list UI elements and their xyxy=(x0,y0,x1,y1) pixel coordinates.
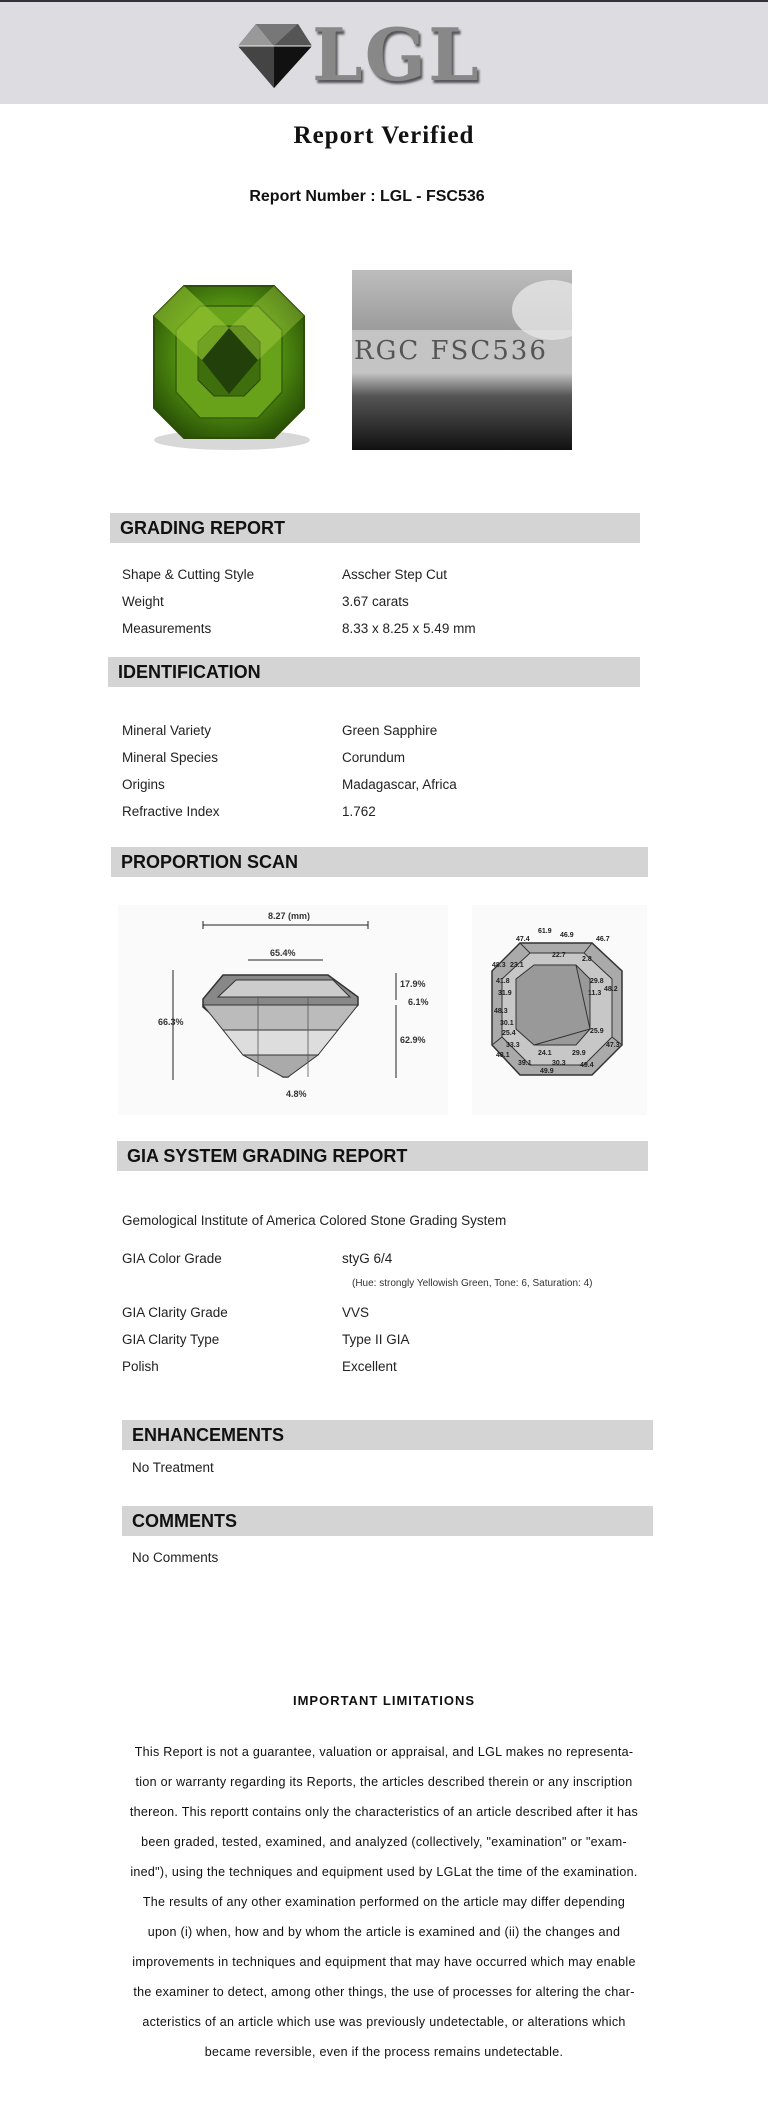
facet-label: 30.1 xyxy=(500,1020,514,1027)
facet-label: 49.4 xyxy=(580,1062,594,1069)
limitations-line: upon (i) when, how and by whom the article is examined and (ii) the changes and xyxy=(147,1925,621,1939)
logo-text: LGL xyxy=(312,12,481,97)
culet-label: 4.8% xyxy=(286,1089,307,1099)
facet-label: 29.9 xyxy=(572,1050,586,1057)
facet-label: 48.3 xyxy=(494,1008,508,1015)
identification-row-value: Madagascar, Africa xyxy=(342,777,457,792)
limitations-line: the examiner to detect, among other things, the use of processes for altering the char- xyxy=(133,1985,635,1999)
identification-row-value: Green Sapphire xyxy=(342,723,438,738)
diamond-icon xyxy=(234,16,314,94)
gia-row-label: Polish xyxy=(122,1359,159,1374)
facet-label: 33.3 xyxy=(506,1042,520,1049)
proportion-scan-header: PROPORTION SCAN xyxy=(111,847,648,877)
proportion-top-diagram xyxy=(472,905,647,1115)
gia-system-subtitle: Gemological Institute of America Colored Stone Grading System xyxy=(122,1213,507,1228)
facet-label: 25.9 xyxy=(590,1028,604,1035)
facet-label: 41.8 xyxy=(496,978,510,985)
facet-label: 29.8 xyxy=(590,978,604,985)
identification-row-label: Mineral Species xyxy=(122,750,219,765)
gia-row-label: GIA Clarity Grade xyxy=(122,1305,228,1320)
lgl-logo[interactable] xyxy=(234,12,494,97)
limitations-line: tion or warranty regarding its Reports, the articles described therein or any inscription xyxy=(135,1775,633,1789)
gia-row-label: GIA Clarity Type xyxy=(122,1332,220,1347)
proportion-side-diagram xyxy=(118,905,448,1115)
limitations-line: became reversible, even if the process remains undetectable. xyxy=(204,2045,564,2059)
facet-label: 61.9 xyxy=(538,928,552,935)
facet-label: 39.1 xyxy=(518,1060,532,1067)
limitations-line: thereon. This reportt contains only the characteristics of an article described after it has xyxy=(129,1805,639,1819)
page-title: Report Verified xyxy=(293,122,475,149)
gia-color-label: GIA Color Grade xyxy=(122,1251,222,1266)
facet-label: 47.4 xyxy=(516,936,530,943)
facet-label: 48.2 xyxy=(604,986,618,993)
gemstone-image xyxy=(132,268,327,460)
depth-label: 66.3% xyxy=(158,1017,184,1027)
gia-color-value: styG 6/4 xyxy=(342,1251,393,1266)
facet-label: 31.9 xyxy=(498,990,512,997)
facet-label: 30.3 xyxy=(552,1060,566,1067)
identification-header: IDENTIFICATION xyxy=(108,657,640,687)
comments-text: No Comments xyxy=(132,1550,219,1565)
table-label: 65.4% xyxy=(270,948,296,958)
limitations-line: This Report is not a guarantee, valuation or appraisal, and LGL makes no representa- xyxy=(134,1745,634,1759)
facet-label: 22.7 xyxy=(552,952,566,959)
width-label: 8.27 (mm) xyxy=(268,911,311,921)
identification-row-label: Refractive Index xyxy=(122,804,220,819)
gia-row-value: VVS xyxy=(342,1305,370,1320)
facet-label: 48.3 xyxy=(492,962,506,969)
identification-row-label: Mineral Variety xyxy=(122,723,212,738)
gia-system-header: GIA SYSTEM GRADING REPORT xyxy=(117,1141,648,1171)
inscription-image xyxy=(352,270,572,450)
pavilion-label: 62.9% xyxy=(400,1035,426,1045)
gia-color-note: (Hue: strongly Yellowish Green, Tone: 6, Saturation: 4) xyxy=(352,1278,593,1289)
identification-row-label: Origins xyxy=(122,777,165,792)
limitations-title: IMPORTANT LIMITATIONS xyxy=(292,1693,476,1708)
facet-label: 49.9 xyxy=(540,1068,554,1075)
grading-row-value: Asscher Step Cut xyxy=(342,567,448,582)
gia-row-value: Type II GIA xyxy=(342,1332,410,1347)
grading-row-value: 8.33 x 8.25 x 5.49 mm xyxy=(342,621,476,636)
gia-row-value: Excellent xyxy=(342,1359,397,1374)
facet-label: 48.1 xyxy=(496,1052,510,1059)
header-banner xyxy=(0,2,768,104)
facet-label: 11.3 xyxy=(588,990,602,997)
crown-label: 17.9% xyxy=(400,979,426,989)
limitations-line: acteristics of an article which use was previously undetectable, or alterations which xyxy=(142,2015,626,2029)
identification-row-value: 1.762 xyxy=(342,804,376,819)
limitations-line: ined"), using the techniques and equipment used by LGLat the time of the examination. xyxy=(130,1865,638,1879)
limitations-line: improvements in techniques and equipment that may have occurred which may enable xyxy=(132,1955,636,1969)
facet-label: 25.4 xyxy=(502,1030,516,1037)
facet-label: 23.1 xyxy=(510,962,524,969)
grading-report-header: GRADING REPORT xyxy=(110,513,640,543)
facet-label: 2.8 xyxy=(582,956,592,963)
facet-label: 47.3 xyxy=(606,1042,620,1049)
grading-row-label: Weight xyxy=(122,594,164,609)
grading-row-label: Measurements xyxy=(122,621,212,636)
enhancements-header: ENHANCEMENTS xyxy=(122,1420,653,1450)
comments-header: COMMENTS xyxy=(122,1506,653,1536)
facet-label: 46.7 xyxy=(596,936,610,943)
grading-row-value: 3.67 carats xyxy=(342,594,409,609)
report-number: Report Number : LGL - FSC536 xyxy=(249,188,485,205)
limitations-line: been graded, tested, examined, and analyzed (collectively, "examination" or "exam- xyxy=(141,1835,627,1849)
grading-row-label: Shape & Cutting Style xyxy=(122,567,255,582)
identification-row-value: Corundum xyxy=(342,750,406,765)
enhancements-text: No Treatment xyxy=(132,1460,214,1475)
limitations-line: The results of any other examination performed on the article may differ depending xyxy=(142,1895,626,1909)
facet-label: 24.1 xyxy=(538,1050,552,1057)
inscription-text: RGC FSC536 xyxy=(354,336,548,366)
girdle-label: 6.1% xyxy=(408,997,429,1007)
facet-label: 46.9 xyxy=(560,932,574,939)
